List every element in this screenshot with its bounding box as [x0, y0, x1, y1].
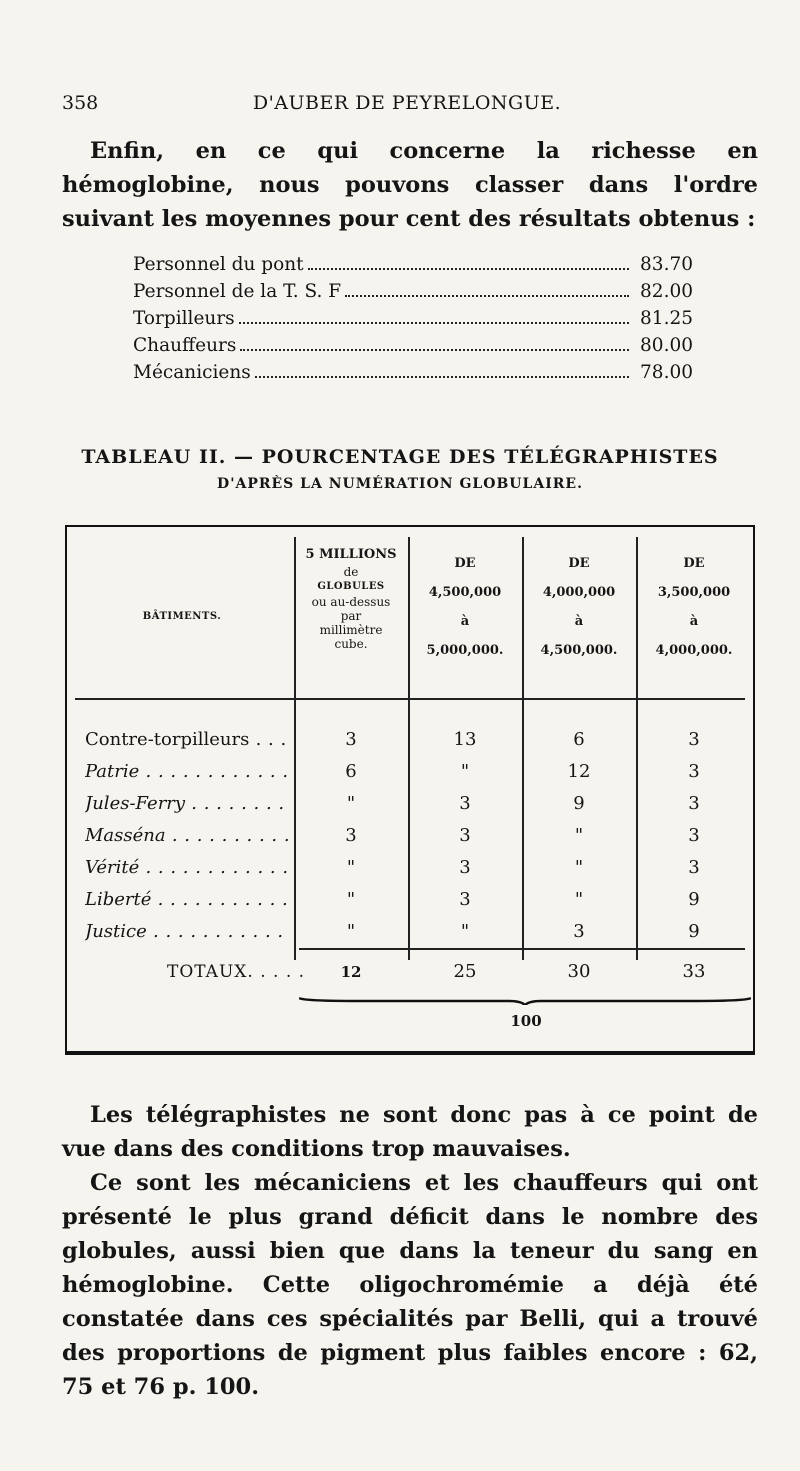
value-cell: ": [574, 857, 584, 878]
value-cell: 3: [345, 825, 357, 846]
list-item-label: Mécaniciens: [133, 362, 251, 383]
header-col-3-line: DE: [568, 556, 590, 571]
table-title-line-1: TABLEAU II. — POURCENTAGE DES TÉLÉGRAPHISTES: [81, 446, 719, 468]
table-row: [67, 885, 753, 915]
list-item-value: 78.00: [640, 362, 693, 383]
list-item-value: 80.00: [640, 335, 693, 356]
list-item-value: 81.25: [640, 308, 693, 329]
header-col-1-line: 5 MILLIONS: [305, 547, 397, 562]
value-cell: ": [346, 857, 356, 878]
grouping-brace: [299, 995, 751, 1005]
total-cell: 12: [340, 963, 362, 981]
header-col-4-line: DE: [683, 556, 705, 571]
running-title: D'AUBER DE PEYRELONGUE.: [252, 92, 562, 114]
value-cell: ": [460, 761, 470, 782]
dot-leader: [240, 348, 629, 351]
intro-paragraph: Enfin, en ce qui concerne la richesse en hémoglobine, nous pouvons classer dans l'ordre suivant les moyennes pour cent des résultats obtenus :: [62, 138, 758, 232]
value-cell: 3: [688, 857, 700, 878]
grand-total: 100: [510, 1012, 542, 1030]
total-cell: 25: [453, 961, 477, 982]
table-row: [67, 821, 753, 851]
ship-cell: [85, 757, 289, 787]
value-cell: ": [346, 793, 356, 814]
value-cell: 3: [688, 793, 700, 814]
ship-cell: [85, 821, 289, 851]
header-col-2-line: 4,500,000: [428, 585, 502, 600]
value-cell: 13: [453, 729, 477, 750]
header-col-4-line: 3,500,000: [657, 585, 731, 600]
header-col-4: [637, 549, 751, 665]
header-col-1-line: GLOBULES: [317, 581, 385, 592]
header-col-1-line: par: [340, 609, 362, 623]
list-item-label: Personnel de la T. S. F: [133, 281, 342, 302]
list-item: [133, 254, 693, 281]
value-cell: ": [574, 825, 584, 846]
value-cell: 3: [459, 857, 471, 878]
value-cell: 3: [688, 729, 700, 750]
list-item: [133, 362, 693, 389]
ship-cell: [85, 885, 289, 915]
value-cell: 3: [688, 825, 700, 846]
totals-label: TOTAUX. . . . .: [167, 962, 306, 982]
closing-paragraph-2: Ce sont les mécaniciens et les chauffeurs qui ont présenté le plus grand déficit dans le nombre des globules, aussi bien que dans la teneur du sang en hémoglobine. Cette oligochromémie a déjà été constatée dans ces spécialités par Belli, qui a trouvé des proportions de pigment plus faibles encore : 62, 75 et 76 p. 100.: [62, 1170, 758, 1400]
value-cell: 3: [459, 889, 471, 910]
table-row: [67, 789, 753, 819]
header-col-2: [409, 549, 521, 665]
ship-cell: [85, 917, 289, 947]
list-item-value: 83.70: [640, 254, 693, 275]
header-col-3-line: 4,500,000.: [540, 643, 618, 658]
total-cell: 33: [682, 961, 706, 982]
header-col-1-line: de: [343, 565, 359, 579]
header-col-3-line: 4,000,000: [542, 585, 616, 600]
totals-row: [67, 957, 753, 987]
header-col-4-line: à: [689, 614, 699, 629]
totals-rule: [299, 948, 745, 950]
list-item: [133, 335, 693, 362]
value-cell: ": [460, 921, 470, 942]
dot-leader: [239, 321, 629, 324]
table-row: [67, 757, 753, 787]
header-ships: BÂTIMENTS.: [142, 611, 222, 622]
value-cell: 9: [573, 793, 585, 814]
ship-cell: [85, 725, 289, 755]
header-rule: [75, 698, 745, 700]
total-cell: 30: [567, 961, 591, 982]
value-cell: 3: [459, 793, 471, 814]
data-table: [65, 525, 755, 1055]
header-col-2-line: à: [460, 614, 470, 629]
table-title-line-2: D'APRÈS LA NUMÉRATION GLOBULAIRE.: [217, 476, 583, 492]
list-item-label: Chauffeurs: [133, 335, 237, 356]
ship-name: Liberté . . .: [85, 889, 289, 910]
value-cell: ": [346, 889, 356, 910]
header-col-3-line: à: [574, 614, 584, 629]
value-cell: 9: [688, 889, 700, 910]
value-cell: ": [574, 889, 584, 910]
list-item: [133, 308, 693, 335]
ship-cell: [85, 789, 289, 819]
running-head: [62, 92, 752, 120]
hemoglobin-list: [133, 254, 693, 389]
value-cell: 12: [567, 761, 591, 782]
header-col-1-line: millimètre: [319, 623, 383, 637]
table-row: [67, 725, 753, 755]
header-col-2-line: DE: [454, 556, 476, 571]
list-item-label: Personnel du pont: [133, 254, 304, 275]
table-title: [62, 440, 738, 494]
page-number: 358: [62, 92, 99, 114]
value-cell: ": [346, 921, 356, 942]
dot-leader: [308, 267, 629, 270]
header-col-3: [523, 549, 635, 665]
value-cell: 3: [573, 921, 585, 942]
list-item-value: 82.00: [640, 281, 693, 302]
dot-leader: [255, 375, 629, 378]
closing-paragraph-1: Les télégraphistes ne sont donc pas à ce point de vue dans des conditions trop mauvaises.: [62, 1102, 758, 1162]
value-cell: 3: [345, 729, 357, 750]
ship-cell: [85, 853, 289, 883]
dot-leader: [345, 294, 629, 297]
list-item-label: Torpilleurs: [133, 308, 235, 329]
closing-text: [62, 1098, 758, 1404]
value-cell: 9: [688, 921, 700, 942]
value-cell: 3: [688, 761, 700, 782]
value-cell: 6: [345, 761, 357, 782]
table-row: [67, 917, 753, 947]
ship-name: Patrie . . .: [85, 761, 289, 782]
ship-name: Jules-Ferry . . .: [85, 793, 289, 814]
header-col-1-line: cube.: [334, 637, 368, 651]
ship-name: Vérité . . .: [85, 857, 289, 878]
header-col-4-line: 4,000,000.: [655, 643, 733, 658]
value-cell: 3: [459, 825, 471, 846]
value-cell: 6: [573, 729, 585, 750]
table-row: [67, 853, 753, 883]
header-col-1-line: ou au-dessus: [311, 595, 391, 609]
ship-name: Contre-torpilleurs . . .: [85, 729, 289, 750]
ship-name: Masséna . . .: [85, 825, 289, 846]
ship-name: Justice . . .: [85, 921, 289, 942]
header-col-1: [295, 545, 407, 651]
list-item: [133, 281, 693, 308]
header-col-2-line: 5,000,000.: [426, 643, 504, 658]
